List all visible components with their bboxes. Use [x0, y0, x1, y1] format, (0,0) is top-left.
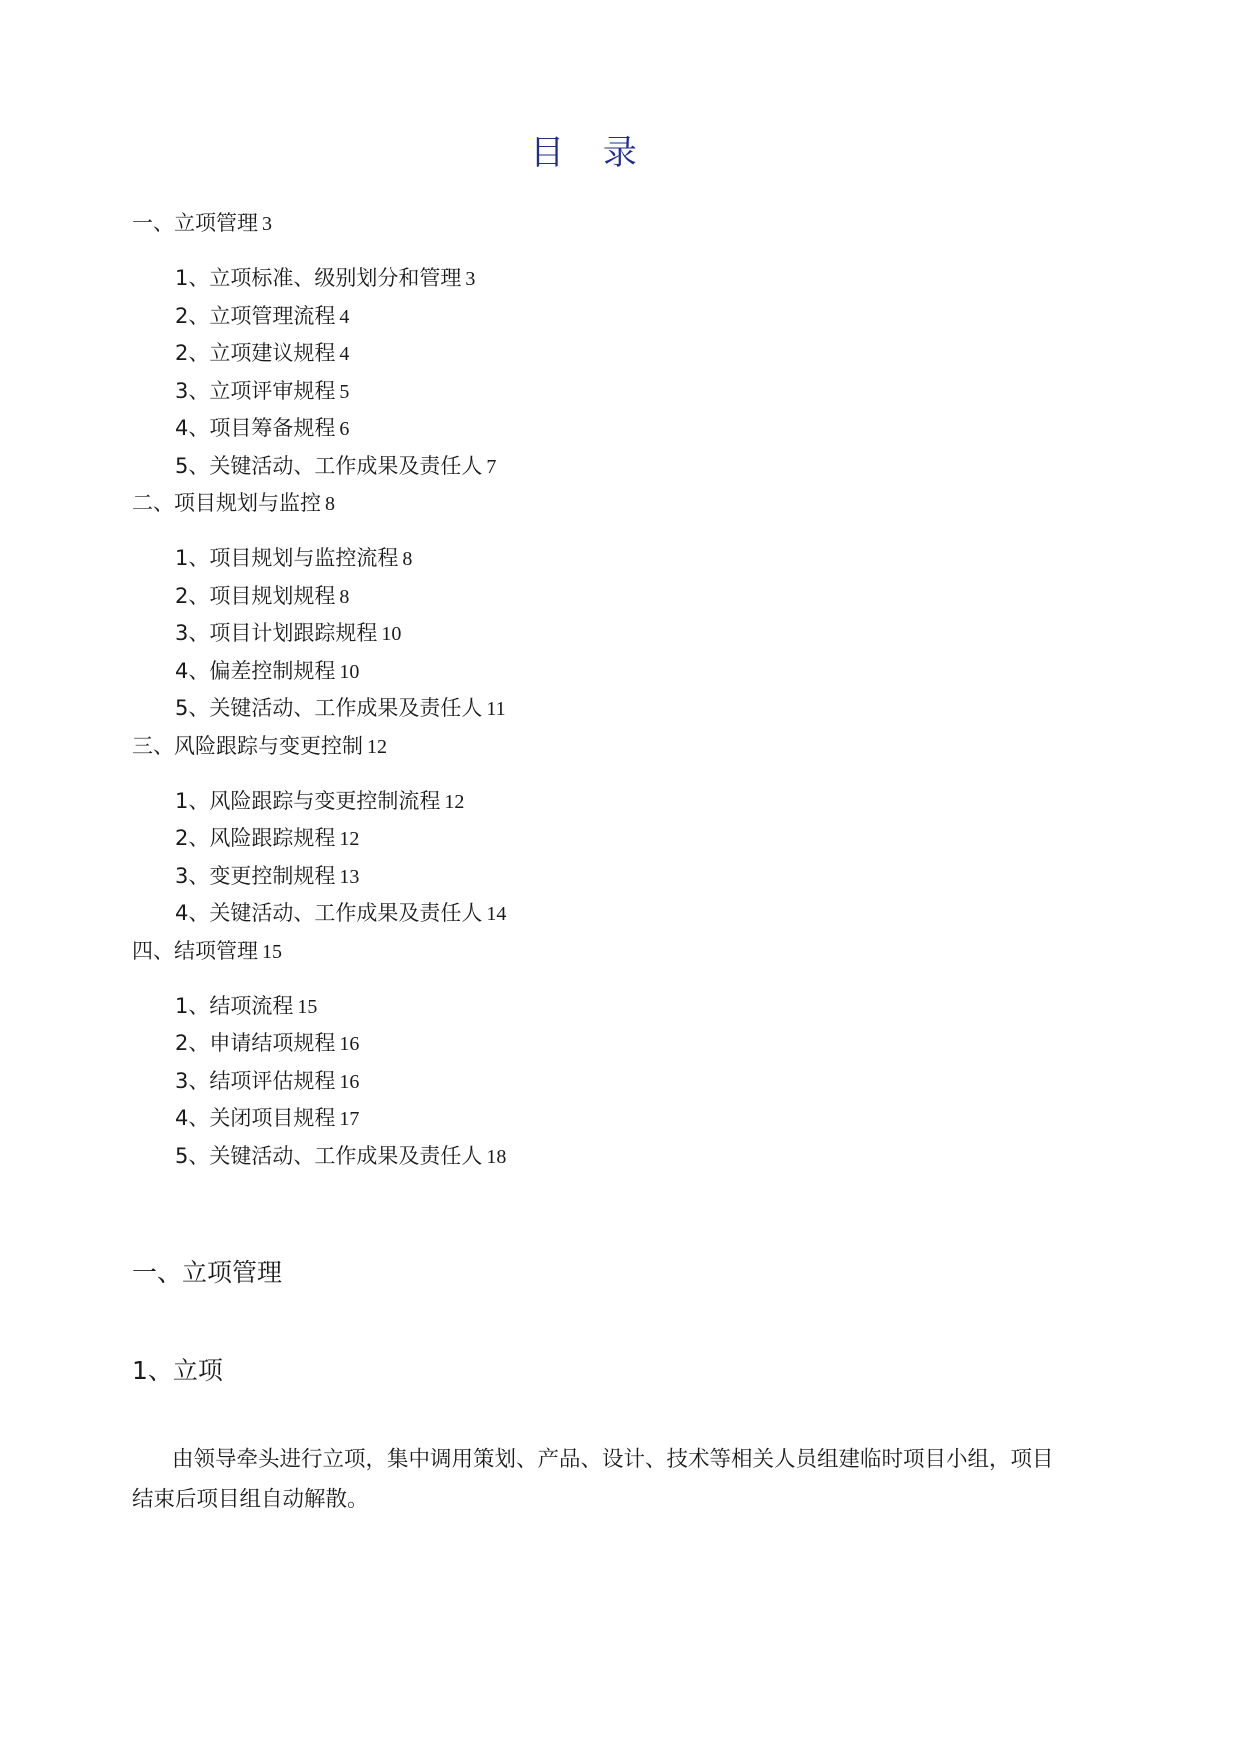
toc-entry-label: 1、风险跟踪与变更控制流程: [175, 788, 441, 813]
toc-subentry[interactable]: [132, 1063, 1132, 1101]
toc-section: [132, 933, 1132, 1176]
toc-entry-label: 2、立项管理流程: [175, 303, 336, 328]
toc-entry-label: 3、结项评估规程: [175, 1068, 336, 1093]
toc-page-number: 17: [339, 1108, 360, 1130]
toc-page-number: 16: [339, 1070, 360, 1093]
toc-subentry[interactable]: [132, 578, 1132, 616]
toc-entry-label: 2、项目规划规程: [175, 583, 336, 608]
toc-page-number: 15: [262, 940, 282, 963]
toc-page-number: 7: [486, 455, 497, 478]
toc-subentry[interactable]: [132, 410, 1132, 448]
toc-entry-label: 4、项目筹备规程: [175, 416, 336, 440]
toc-page-number: 4: [339, 343, 350, 365]
toc-entry-label: 5、关键活动、工作成果及责任人: [175, 1143, 483, 1168]
toc-page-number: 18: [486, 1145, 507, 1168]
toc-section: [132, 728, 1132, 933]
toc-page-number: 14: [486, 903, 507, 925]
toc-title: 目 录: [530, 133, 651, 173]
toc-entry-label: 三、风险跟踪与变更控制: [132, 733, 363, 758]
toc-page-number: 8: [339, 585, 350, 608]
toc-page-number: 15: [297, 995, 318, 1018]
toc-page-number: 12: [367, 735, 387, 758]
toc-entry-label: 四、结项管理: [132, 938, 258, 963]
toc-chapter-entry[interactable]: [132, 205, 1132, 242]
toc-entry-label: 2、风险跟踪规程: [175, 826, 336, 850]
toc-subentry[interactable]: [132, 540, 1132, 578]
toc-page-number: 8: [325, 493, 335, 515]
toc-page-number: 6: [339, 418, 350, 440]
toc-subentry[interactable]: [132, 335, 1132, 373]
toc-subentry[interactable]: [132, 373, 1132, 411]
toc-entry-label: 4、关闭项目规程: [175, 1106, 336, 1130]
toc-page-number: 11: [486, 698, 506, 720]
toc-subentry[interactable]: [132, 895, 1132, 933]
toc-page-number: 10: [339, 660, 360, 683]
toc-page-number: 4: [339, 305, 350, 328]
toc-entry-label: 4、关键活动、工作成果及责任人: [175, 901, 483, 925]
toc-subentry[interactable]: [132, 820, 1132, 858]
toc-subentry[interactable]: [132, 653, 1132, 691]
toc-page-number: 8: [402, 548, 413, 570]
toc-section: [132, 485, 1132, 728]
body-paragraph: 由领导牵头进行立项，集中调用策划、产品、设计、技术等相关人员组建临时项目小组，项目结束后项目组自动解散。: [132, 1447, 1054, 1512]
toc-subentry[interactable]: [132, 858, 1132, 896]
subsection-heading: 1、立项: [132, 1356, 223, 1385]
toc-subentry[interactable]: [132, 1025, 1132, 1063]
toc-entry-label: 2、申请结项规程: [175, 1031, 336, 1055]
toc-entry-label: 5、关键活动、工作成果及责任人: [175, 696, 483, 720]
toc-entry-label: 5、关键活动、工作成果及责任人: [175, 453, 483, 478]
toc-subentry[interactable]: [132, 1100, 1132, 1138]
toc-entry-label: 4、偏差控制规程: [175, 658, 336, 683]
toc-subentry[interactable]: [132, 783, 1132, 821]
toc-entry-label: 一、立项管理: [132, 211, 258, 235]
toc-entry-label: 1、结项流程: [175, 993, 294, 1018]
toc-page-number: 3: [465, 268, 476, 290]
toc-subentry[interactable]: [132, 1138, 1132, 1176]
toc-page-number: 10: [381, 623, 402, 645]
toc-page-number: 12: [444, 790, 465, 813]
toc-entry-label: 3、变更控制规程: [175, 863, 336, 888]
toc-entry-label: 2、立项建议规程: [175, 341, 336, 365]
section-heading: 一、立项管理: [132, 1258, 283, 1287]
toc-chapter-entry[interactable]: [132, 933, 1132, 970]
toc-entry-label: 二、项目规划与监控: [132, 491, 321, 515]
toc-chapter-entry[interactable]: [132, 728, 1132, 765]
toc-page-number: 3: [262, 213, 272, 235]
toc-entry-label: 1、项目规划与监控流程: [175, 546, 399, 570]
toc-page-number: 13: [339, 865, 360, 888]
toc-subentry[interactable]: [132, 448, 1132, 486]
toc-subentry[interactable]: [132, 690, 1132, 728]
table-of-contents: [132, 205, 1132, 1175]
toc-entry-label: 1、立项标准、级别划分和管理: [175, 266, 462, 290]
toc-subentry[interactable]: [132, 988, 1132, 1026]
toc-page-number: 12: [339, 828, 360, 850]
toc-page-number: 16: [339, 1033, 360, 1055]
toc-entry-label: 3、立项评审规程: [175, 378, 336, 403]
toc-page-number: 5: [339, 380, 350, 403]
toc-section: [132, 205, 1132, 485]
toc-subentry[interactable]: [132, 615, 1132, 653]
toc-subentry[interactable]: [132, 260, 1132, 298]
toc-entry-label: 3、项目计划跟踪规程: [175, 621, 378, 645]
toc-subentry[interactable]: [132, 298, 1132, 336]
toc-chapter-entry[interactable]: [132, 485, 1132, 522]
